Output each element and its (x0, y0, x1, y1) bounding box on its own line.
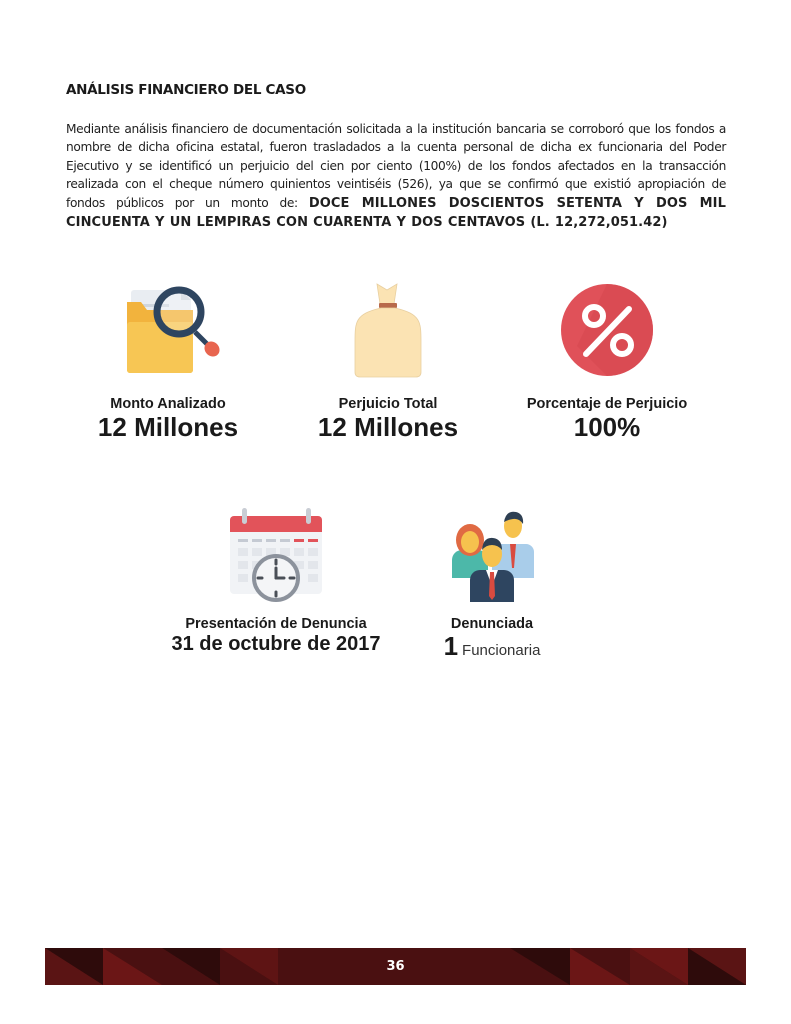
stat-label: Presentación de Denuncia (185, 616, 367, 632)
stat-monto-analizado (88, 282, 248, 442)
folder-magnifier-icon (113, 282, 223, 382)
stat-label: Monto Analizado (110, 396, 226, 412)
page-footer (45, 948, 746, 985)
paragraph-text: Mediante análisis financiero de documentación solicitada a la institución bancaria se corroboró que los fondos a nombre de dicha oficina estatal, fueron trasladados a la cuenta personal de dicha ex funcionaria del Poder Ejecutivo y se identificó un perjuicio del cien por ciento (100%) de los fondos afectados en la transacción realizada con el cheque número quinientos veintiséis (526), ya que se confirmó que existió apropiación de fondos públicos por un monto de: (66, 122, 726, 210)
people-group-icon (442, 506, 542, 604)
calendar-clock-icon (226, 506, 326, 604)
stat-porcentaje-perjuicio (512, 282, 702, 442)
page-number: 36 (386, 959, 405, 974)
percent-icon (552, 282, 662, 382)
stat-value: 12 Millones (317, 412, 459, 442)
stat-presentacion-denuncia (165, 506, 387, 656)
stat-denunciada (430, 506, 554, 665)
analysis-paragraph (66, 120, 726, 232)
stat-label: Denunciada (450, 616, 534, 632)
stat-value (430, 632, 554, 665)
amount-text: DOCE MILLONES DOSCIENTOS SETENTA Y DOS MIL CINCUENTA Y UN LEMPIRAS CON CUARENTA Y DOS CENTAVOS (L. 12,272,051.42) (66, 195, 726, 231)
stat-label: Porcentaje de Perjuicio (526, 396, 688, 412)
money-bag-icon (333, 282, 443, 382)
section-title: ANÁLISIS FINANCIERO DEL CASO (66, 82, 306, 98)
stat-value: 12 Millones (97, 412, 239, 442)
stat-perjuicio-total (308, 282, 468, 442)
stat-value: 31 de octubre de 2017 (171, 633, 381, 655)
denunciada-count: 1 (443, 631, 459, 661)
stat-value: 100% (573, 412, 641, 442)
denunciada-unit: Funcionaria (462, 642, 541, 659)
stat-label: Perjuicio Total (338, 396, 438, 412)
